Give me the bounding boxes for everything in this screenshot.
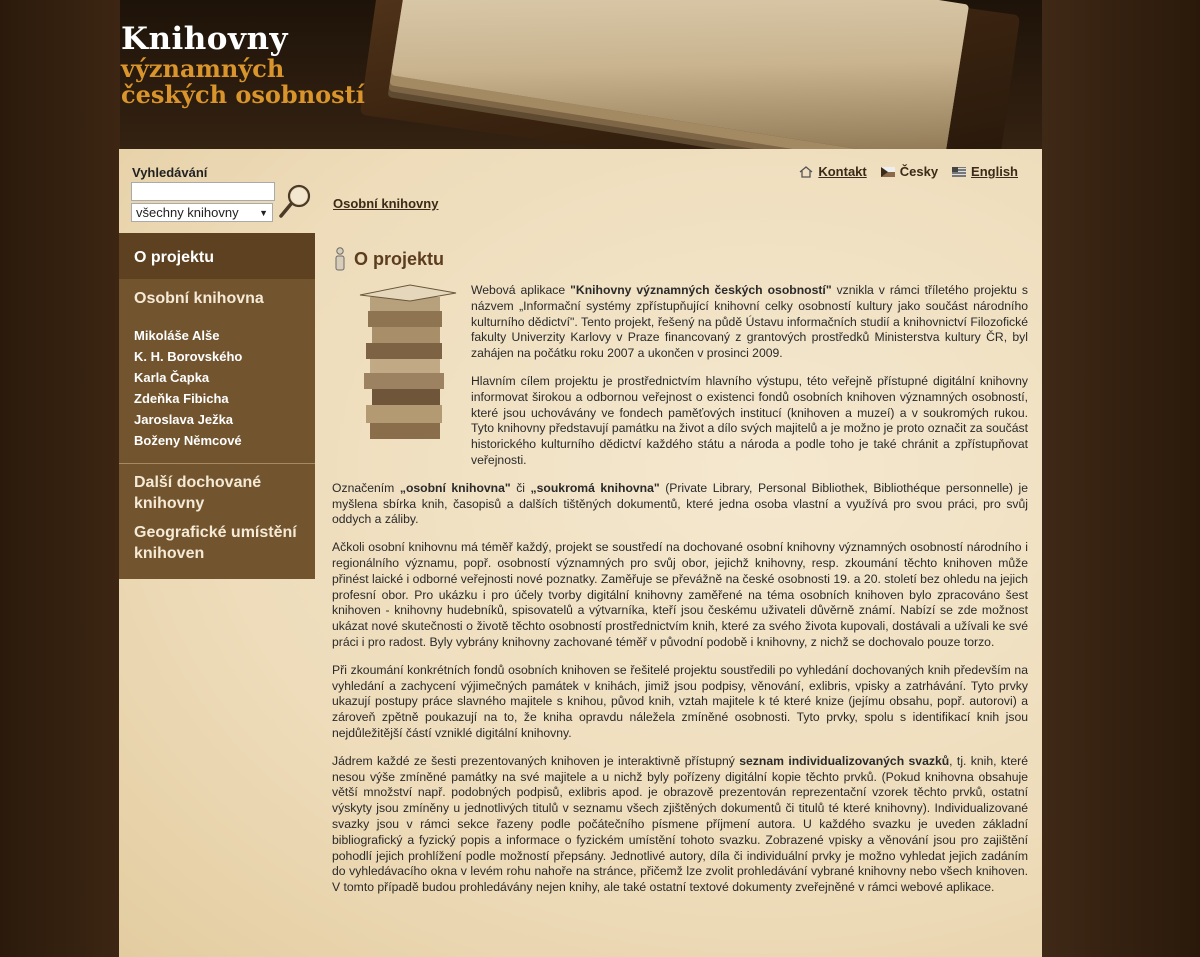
czech-language-label: Česky xyxy=(899,164,939,179)
sidebar-library-ales[interactable]: Mikoláše Alše xyxy=(134,328,220,343)
contact-link-label[interactable]: Kontakt xyxy=(818,164,867,179)
uk-flag-icon xyxy=(952,166,966,178)
page-title xyxy=(332,245,1028,273)
main-panel xyxy=(119,149,1042,957)
logo-line-1: Knihovny xyxy=(121,21,289,57)
sidebar-library-list xyxy=(119,319,315,457)
sidebar-item-geograficke-umisteni[interactable]: Geografické umístění knihoven xyxy=(134,524,297,562)
logo-line-3: českých osobností xyxy=(121,80,365,109)
sidebar-library-capek[interactable]: Karla Čapka xyxy=(134,370,210,385)
info-icon xyxy=(332,246,348,272)
english-link-label[interactable]: English xyxy=(971,164,1018,179)
top-links xyxy=(799,164,1018,179)
sidebar xyxy=(119,233,315,579)
english-link[interactable] xyxy=(952,164,1018,179)
paragraph-1: Webová aplikace "Knihovny významných českých osobností" vznikla v rámci tříletého projektu s názvem „Informační systémy zpřístupňující knihovní celky osobností kultury jako součást národního kulturního dědictví". Tento projekt, řešený na půdě Ústavu informačních studií a knihovnictví Filozofické fakulty Univerzity Karlovy v Praze financovaný z grantových prostředků Ministerstva kultury ČR, byl zahájen na počátku roku 2007 a ukončen v prosinci 2009. xyxy=(471,283,1029,361)
sidebar-item-osobni-knihovna[interactable]: Osobní knihovna xyxy=(134,290,264,307)
sidebar-library-nemcova[interactable]: Boženy Němcové xyxy=(134,433,242,448)
magnifier-icon xyxy=(277,183,313,221)
sidebar-library-fibich[interactable]: Zdeňka Fibicha xyxy=(134,391,229,406)
background-right xyxy=(1042,0,1200,957)
paragraph-3: Označením „osobní knihovna" či „soukromá knihovna" (Private Library, Personal Bibliothek, Bibliothéque personnelle) je myšlena sbírka knih, časopisů a dalších tištěných dokumentů, které jedna osoba vlastní a využívá pro svou práci, pro svůj oddych a záliby. xyxy=(332,480,1028,527)
main-content xyxy=(332,245,1028,908)
seznam-link[interactable]: seznam individualizovaných svazků xyxy=(739,753,950,768)
breadcrumb-link[interactable]: Osobní knihovny xyxy=(333,196,439,211)
logo-line-2: významných xyxy=(121,54,285,83)
library-select[interactable] xyxy=(131,203,273,222)
paragraph-4: Ačkoli osobní knihovnu má téměř každý, projekt se soustředí na dochované osobní knihovny významných osobností národního i regionálního významu, popř. osobností významných pro svůj obor, jejichž knihovny, resp. zkoumání těchto knihoven může přinést laické i odborné veřejnosti nové poznatky. Zaměřuje se převážně na české osobnosti 19. a 20. století bez ohledu na jejich profesní obor. Pro ukázku i pro účely tvorby digitální knihovny zaměřené na téma osobních knihoven bylo zpracováno šest knihoven - knihovny hudebníků, spisovatelů a výtvarníka, kteří jsou českému uživateli důvěrně známí. Nabízí se zde možnost ukázat nové skutečnosti o životě těchto osobností prostřednictvím knih, které za svého života kupovali, dostávali a užívali ke své práci i pro radost. Byly vybrány knihovny zachované téměř v původní podobě i knihovny, z nichž se dochovalo pouze torzo. xyxy=(332,540,1028,649)
czech-language[interactable] xyxy=(881,164,938,179)
search-button[interactable] xyxy=(277,183,313,221)
search-label: Vyhledávání xyxy=(132,165,208,180)
home-icon xyxy=(799,166,813,178)
book-stack-image xyxy=(350,283,458,443)
contact-link[interactable] xyxy=(799,164,866,179)
sidebar-library-jezek[interactable]: Jaroslava Ježka xyxy=(134,412,234,427)
paragraph-5: Při zkoumání konkrétních fondů osobních knihoven se řešitelé projektu soustředili po vyhledání dochovaných knih především na vyhledání a zachycení výjimečných památek v knihách, jimiž jsou podpisy, věnování, exlibris, vpisky a zatrhávání. Tyto prvky ukazují postupy práce slavného majitele s knihou, původ knih, vztah majitele k té které knize (jejímu obsahu, popř. autorovi) a zároveň zpětně poukazují na to, že kniha opravdu náležela zmíněné osobnosti. Tyto prvky, spolu s identifikací knih jsou nejdůležitější částí vzniklé digitální knihovny. xyxy=(332,662,1028,740)
site-logo[interactable] xyxy=(121,22,365,108)
search-input[interactable] xyxy=(131,182,275,201)
library-select-value: všechny knihovny xyxy=(136,205,239,220)
sidebar-library-borovsky[interactable]: K. H. Borovského xyxy=(134,349,243,364)
chevron-down-icon: ▼ xyxy=(259,208,268,218)
paragraph-6: Jádrem každé ze šesti prezentovaných knihoven je interaktivně přístupný seznam individualizovaných svazků, tj. knih, které nesou výše zmíněné památky na své majitele a u nichž byly pořízeny digitální kopie těchto prvků. (Pokud knihovna obsahuje větší množství např. podobných podpisů, exlibris apod. je obrazově prezentován reprezentační vzorek těchto prvků, ostatní výskyty jsou zmíněny u jednotlivých titulů v seznamu všech zjištěných dokumentů či titulů té které knihovny). Individualizované svazky jsou v rámci sekce řazeny podle počátečního písmene příjmení autora. U každého svazku je uveden základní bibliografický a fyzický popis a informace o fyzickém umístění tohoto svazku. Zobrazené vpisky a věnování jsou pro zajištění pohodlí jejich prohlížení podle možností přepsány. Jednotlivé autory, díla či individuální prvky je možno vyhledat jejich zadáním do vyhledávacího okna v levém rohu nahoře na stránce, přičemž lze zvolit prohledávání vybrané knihovny nebo všech knihoven. V tomto případě budou prohledávány nejen knihy, ale také ostatní textové dokumenty zveřejněné v rámci webové aplikace. xyxy=(332,753,1029,895)
page-title-text: O projektu xyxy=(354,248,445,269)
sidebar-item-dalsi-knihovny[interactable]: Další dochované knihovny xyxy=(134,474,262,512)
sidebar-item-o-projektu[interactable]: O projektu xyxy=(119,233,315,279)
paragraph-2: Hlavním cílem projektu je prostřednictvím hlavního výstupu, této veřejně přístupné digitální knihovny informovat širokou a odbornou veřejnost o existenci fondů osobních knihoven významných osobností, které jsou uchovávány ve fondech paměťových institucí (knihoven a muzeí) a v soukromých rukou. Tyto knihovny představují památku na život a dílo svých majitelů a je možno je proto označit za součást historického kulturního dědictví každého státu a národa a podle toho je také chránit a zpřístupňovat veřejnosti. xyxy=(471,373,1028,467)
background-left xyxy=(0,0,120,957)
czech-flag-icon xyxy=(881,166,895,178)
